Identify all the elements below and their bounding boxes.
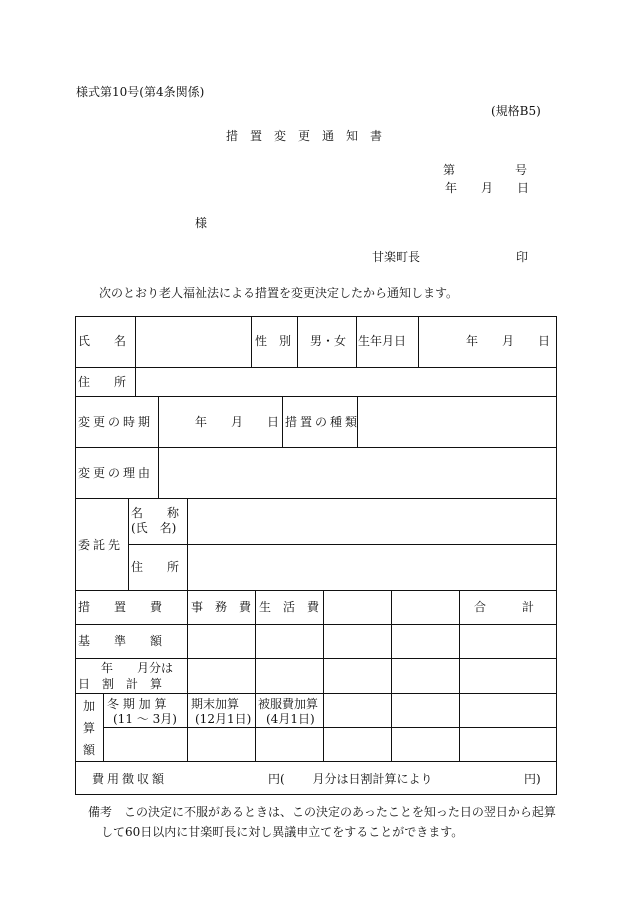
col-divider bbox=[418, 316, 419, 367]
collection-label: 費用徴収額 bbox=[92, 772, 168, 786]
col-divider bbox=[323, 590, 324, 761]
recipient-suffix: 様 bbox=[195, 216, 208, 230]
intro-text: 次のとおり老人福祉法による措置を変更決定したから通知します。 bbox=[99, 286, 459, 300]
col-divider bbox=[103, 693, 104, 761]
change-reason-label: 変更の理由 bbox=[78, 466, 154, 480]
addition-label-2: 算 bbox=[83, 721, 96, 735]
clothing-addition-label: 被服費加算 bbox=[258, 697, 319, 711]
daily-calc-sublabel: 日 割 計 算 bbox=[78, 677, 163, 691]
row-divider bbox=[75, 658, 557, 659]
office-cost-header: 事 務 費 bbox=[191, 600, 252, 614]
contractor-name-sublabel: (氏 名) bbox=[131, 521, 177, 535]
col-divider bbox=[135, 316, 136, 367]
row-divider bbox=[75, 693, 557, 694]
col-divider bbox=[187, 590, 188, 761]
document-title: 措 置 変 更 通 知 書 bbox=[226, 129, 383, 143]
name-label: 氏 名 bbox=[78, 334, 127, 348]
address-label: 住 所 bbox=[78, 375, 127, 389]
row-divider bbox=[75, 498, 557, 499]
row-divider bbox=[103, 727, 557, 728]
winter-addition-label: 冬 期 加 算 bbox=[107, 697, 167, 711]
col-divider bbox=[356, 316, 357, 367]
winter-addition-period: (11 ～ 3月) bbox=[113, 712, 177, 726]
row-divider bbox=[75, 761, 557, 762]
collection-value: 円( 月分は日割計算により bbox=[268, 772, 433, 786]
form-number: 様式第10号(第4条関係) bbox=[76, 85, 205, 99]
col-divider bbox=[282, 396, 283, 447]
term-end-addition-date: (12月1日) bbox=[195, 712, 252, 726]
col-divider bbox=[187, 498, 188, 590]
row-divider bbox=[75, 367, 557, 368]
clothing-addition-date: (4月1日) bbox=[266, 712, 315, 726]
paper-size: (規格B5) bbox=[491, 104, 541, 118]
col-divider bbox=[255, 590, 256, 761]
collection-value-end: 円) bbox=[524, 772, 541, 786]
change-time-label: 変更の時期 bbox=[78, 415, 154, 429]
change-time-value: 年 月 日 bbox=[195, 415, 280, 429]
total-header: 合 計 bbox=[474, 600, 535, 614]
col-divider bbox=[297, 316, 298, 367]
row-divider bbox=[75, 624, 557, 625]
note-line-2: して60日以内に甘楽町長に対し異議申立てをすることができます。 bbox=[101, 825, 464, 839]
row-divider bbox=[75, 590, 557, 591]
measure-type-label: 措置の種類 bbox=[285, 415, 361, 429]
row-divider bbox=[128, 544, 557, 545]
measure-cost-label: 措 置 費 bbox=[78, 600, 163, 614]
contractor-address-label: 住 所 bbox=[131, 560, 180, 574]
addition-label-3: 額 bbox=[83, 743, 96, 757]
document-number: 第 号 bbox=[443, 163, 528, 177]
row-divider bbox=[75, 447, 557, 448]
addition-label-1: 加 bbox=[83, 699, 96, 713]
col-divider bbox=[391, 590, 392, 761]
birthdate-label: 生年月日 bbox=[358, 334, 407, 348]
col-divider bbox=[135, 367, 136, 396]
col-divider bbox=[251, 316, 252, 367]
contractor-name-label: 名 称 bbox=[131, 506, 180, 520]
document-date: 年 月 日 bbox=[445, 181, 530, 195]
issuer-name: 甘楽町長 bbox=[372, 250, 421, 264]
col-divider bbox=[459, 590, 460, 761]
standard-amount-label: 基 準 額 bbox=[78, 634, 163, 648]
term-end-addition-label: 期末加算 bbox=[191, 697, 240, 711]
seal-mark: 印 bbox=[516, 250, 529, 264]
col-divider bbox=[158, 396, 159, 498]
contractor-label: 委託先 bbox=[78, 538, 124, 552]
birthdate-value: 年 月 日 bbox=[466, 334, 551, 348]
daily-calc-label: 年 月分は bbox=[101, 661, 174, 675]
living-cost-header: 生 活 費 bbox=[259, 600, 320, 614]
col-divider bbox=[128, 498, 129, 590]
note-line-1: 備考 この決定に不服があるときは、この決定のあったことを知った日の翌日から起算 bbox=[88, 805, 556, 819]
sex-label: 性 別 bbox=[255, 334, 292, 348]
row-divider bbox=[75, 396, 557, 397]
sex-options: 男・女 bbox=[310, 334, 347, 348]
